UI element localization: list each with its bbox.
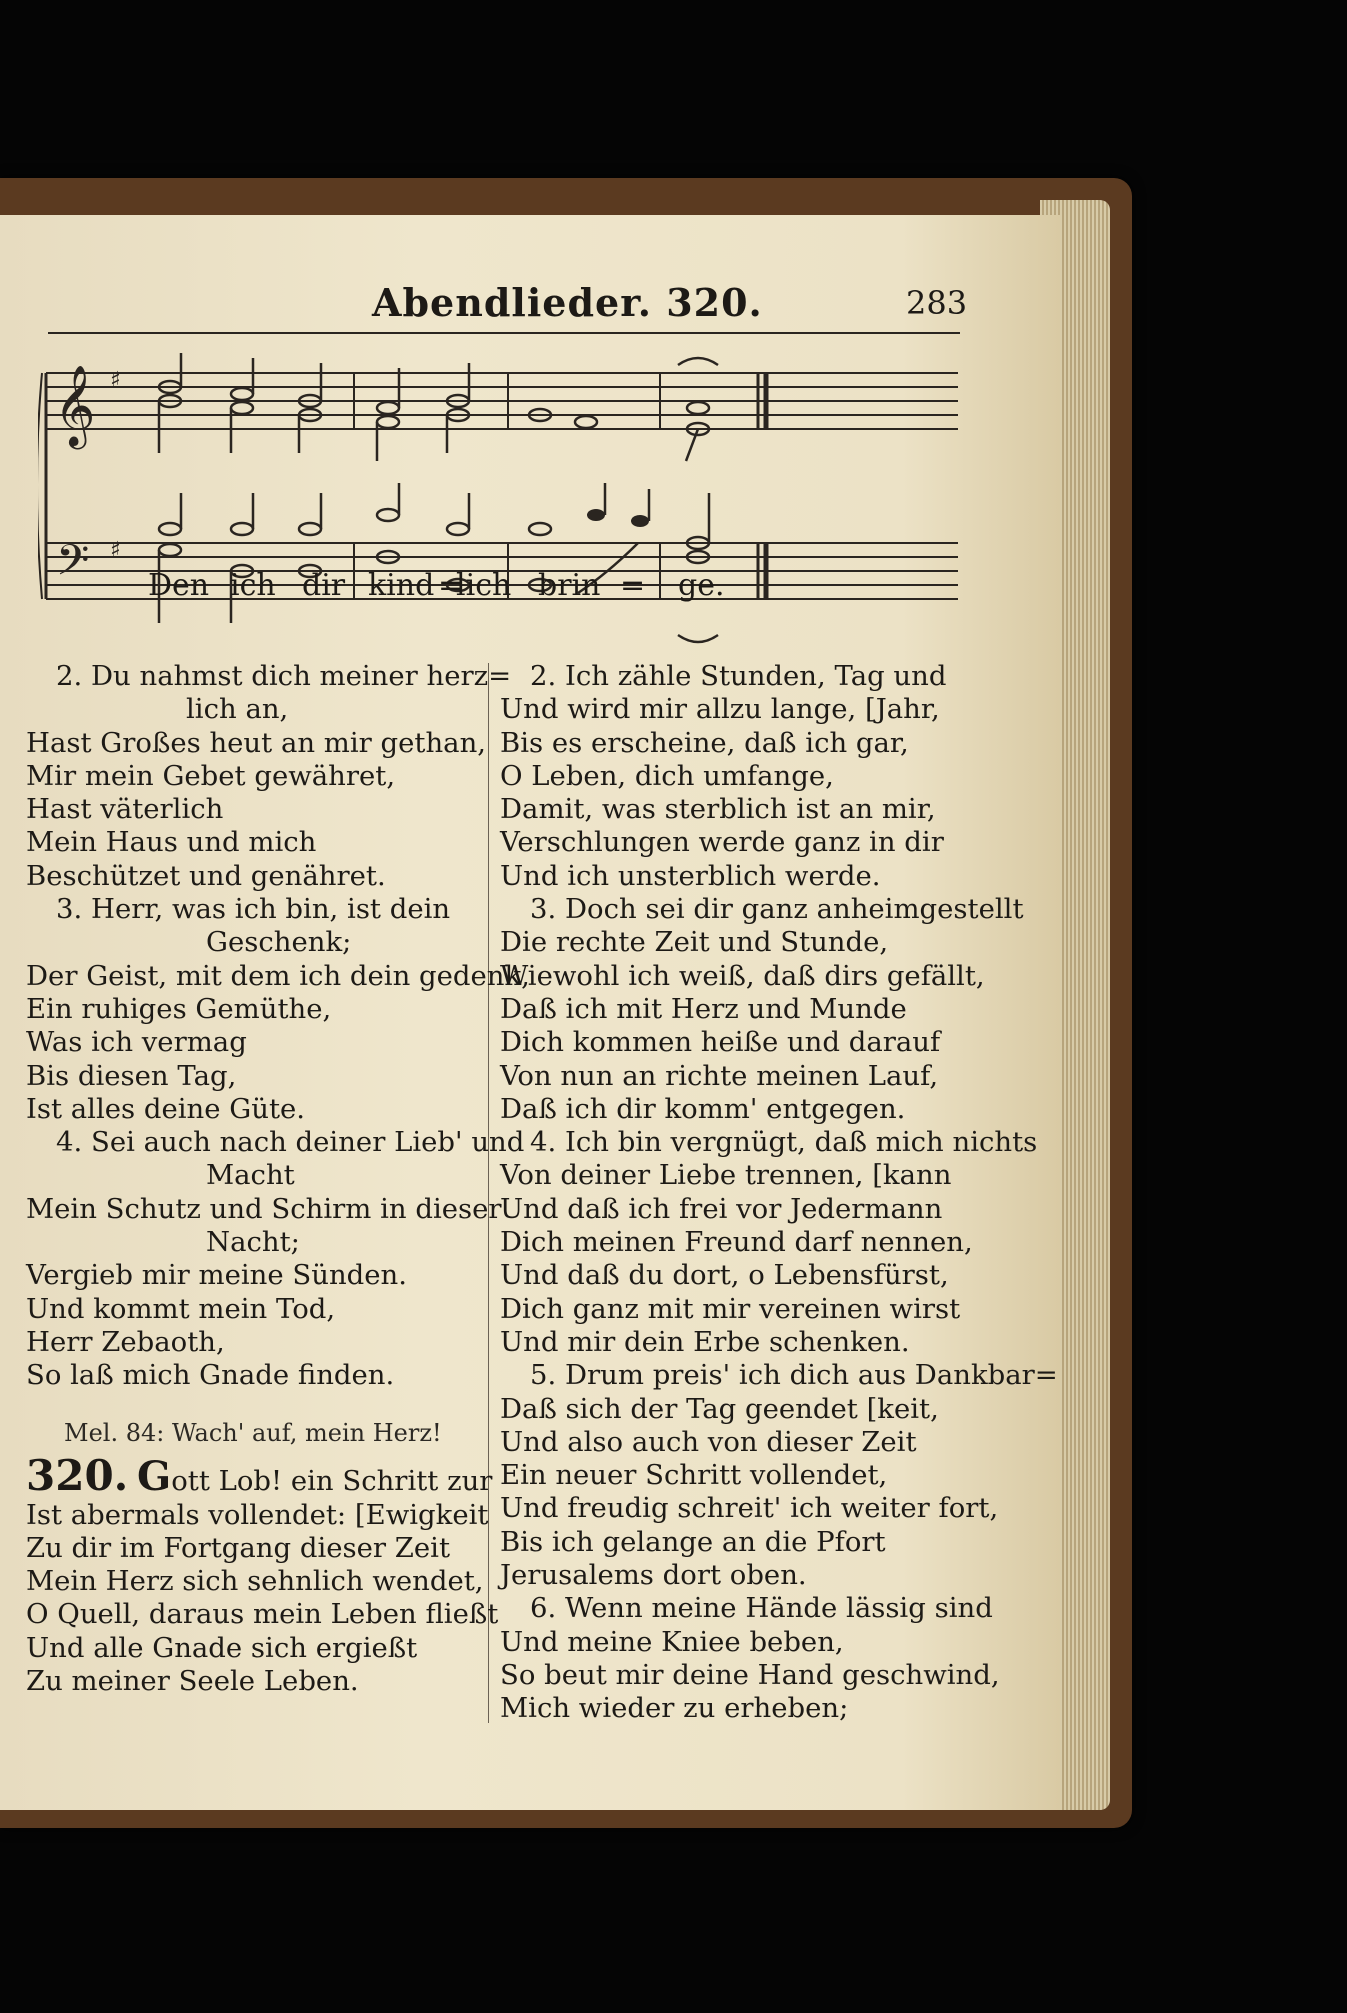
- verse-line: Und alle Gnade sich ergießt: [26, 1631, 418, 1664]
- verse-line: 6. Wenn meine Hände lässig sind: [530, 1592, 993, 1625]
- verse-line: ott Lob! ein Schritt zur: [171, 1464, 493, 1497]
- page-number: 283: [906, 284, 968, 322]
- verse-line: Mich wieder zu erheben;: [500, 1692, 849, 1725]
- verse-line: Geschenk;: [206, 926, 352, 959]
- lyric-syllable: Den: [148, 568, 210, 603]
- verse-line: 3. Herr, was ich bin, ist dein: [56, 893, 451, 926]
- verse-line: Hast väterlich: [26, 793, 224, 826]
- verse-line: Und mir dein Erbe schenken.: [500, 1325, 910, 1358]
- verse-line: Von nun an richte meinen Lauf,: [500, 1059, 939, 1092]
- verse-line: Bis ich gelange an die Pfort: [500, 1525, 886, 1558]
- verse-line: Daß ich dir komm' entgegen.: [500, 1092, 906, 1125]
- verse-line: Ein ruhiges Gemüthe,: [26, 992, 332, 1025]
- svg-text:𝄢: 𝄢: [56, 536, 90, 596]
- melody-reference: Mel. 84: Wach' auf, mein Herz!: [64, 1418, 442, 1447]
- verse-line: Vergieb mir meine Sünden.: [26, 1259, 407, 1292]
- lyric-syllable: brin: [538, 568, 601, 603]
- lyric-syllable: kind: [368, 568, 435, 603]
- verse-line: Von deiner Liebe trennen, [kann: [500, 1159, 952, 1192]
- verse-line: Daß sich der Tag geendet [keit,: [500, 1392, 939, 1425]
- verse-line: Ist alles deine Güte.: [26, 1092, 306, 1125]
- svg-text:♯: ♯: [110, 368, 121, 393]
- verse-line: Was ich vermag: [26, 1026, 247, 1059]
- verse-line: Und daß du dort, o Lebensfürst,: [500, 1259, 949, 1292]
- verse-line: Und wird mir allzu lange, [Jahr,: [500, 693, 940, 726]
- verse-line: Und kommt mein Tod,: [26, 1292, 336, 1325]
- verse-line: Und daß ich frei vor Jedermann: [500, 1192, 943, 1225]
- verse-line: Dich meinen Freund darf nennen,: [500, 1226, 973, 1259]
- verse-line: Der Geist, mit dem ich dein gedenk,: [26, 959, 530, 992]
- verse-line: Und freudig schreit' ich weiter fort,: [500, 1492, 999, 1525]
- verse-line: Mein Haus und mich: [26, 826, 317, 859]
- left-column: [26, 660, 530, 1698]
- verse-line: Und also auch von dieser Zeit: [500, 1425, 917, 1458]
- verse-line: Die rechte Zeit und Stunde,: [500, 926, 889, 959]
- running-title: Abendlieder. 320.: [372, 280, 763, 325]
- drop-capital: G: [137, 1452, 172, 1500]
- svg-text:𝄞: 𝄞: [54, 364, 96, 446]
- verse-line: Bis es erscheine, daß ich gar,: [500, 726, 909, 759]
- music-notation: [38, 343, 962, 673]
- verse-line: Ein neuer Schritt vollendet,: [500, 1459, 888, 1492]
- verse-line: Ist abermals vollendet: [Ewigkeit: [26, 1498, 489, 1531]
- verse-line: Herr Zebaoth,: [26, 1325, 225, 1358]
- verse-line: So laß mich Gnade finden.: [26, 1359, 395, 1392]
- verse-line: Dich kommen heiße und darauf: [500, 1026, 941, 1059]
- verse-line: 3. Doch sei dir ganz anheimgestellt: [530, 893, 1024, 926]
- verse-line: Bis diesen Tag,: [26, 1059, 237, 1092]
- verse-line: Beschützet und genähret.: [26, 859, 386, 892]
- verse-line: Zu dir im Fortgang dieser Zeit: [26, 1531, 451, 1564]
- lyric-syllable: =: [620, 568, 646, 603]
- verse-line: Mein Schutz und Schirm in dieser: [26, 1192, 502, 1225]
- right-column: [500, 660, 1058, 1726]
- verse-line: Nacht;: [206, 1226, 300, 1259]
- verse-line: 2. Ich zähle Stunden, Tag und: [530, 660, 947, 692]
- music-score: [38, 343, 962, 673]
- verse-line: Und ich unsterblich werde.: [500, 859, 881, 892]
- verse-line: 4. Ich bin vergnügt, daß mich nichts: [530, 1126, 1038, 1159]
- verse-line: Daß ich mit Herz und Munde: [500, 992, 907, 1025]
- lyric-syllable: ich: [230, 568, 276, 603]
- verse-line: Dich ganz mit mir vereinen wirst: [500, 1292, 961, 1325]
- hymn-number: 320.: [26, 1450, 129, 1500]
- verse-line: Damit, was sterblich ist an mir,: [500, 793, 936, 826]
- book-page: [0, 215, 1060, 1810]
- verse-line: 5. Drum preis' ich dich aus Dankbar=: [530, 1359, 1058, 1392]
- svg-text:♯: ♯: [110, 538, 121, 563]
- verse-line: Jerusalems dort oben.: [500, 1559, 807, 1592]
- verse-line: Hast Großes heut an mir gethan,: [26, 726, 487, 759]
- verse-line: 2. Du nahmst dich meiner herz=: [56, 660, 512, 692]
- lyric-syllable: lich: [456, 568, 512, 603]
- verse-line: Wiewohl ich weiß, daß dirs gefällt,: [500, 959, 985, 992]
- header-rule: [48, 332, 960, 334]
- page-header: [0, 280, 1000, 330]
- verse-line: Macht: [206, 1159, 295, 1192]
- verse-line: Zu meiner Seele Leben.: [26, 1665, 359, 1698]
- verse-line: Und meine Kniee beben,: [500, 1625, 844, 1658]
- verse-line: So beut mir deine Hand geschwind,: [500, 1658, 1000, 1691]
- lyric-syllable: =: [438, 568, 464, 603]
- hymn-start-line: [26, 1450, 496, 1500]
- verse-line: 4. Sei auch nach deiner Lieb' und: [56, 1126, 525, 1159]
- verse-line: Mein Herz sich sehnlich wendet,: [26, 1565, 484, 1598]
- verse-line: lich an,: [186, 693, 289, 726]
- verse-line: Mir mein Gebet gewähret,: [26, 759, 396, 792]
- verse-line: O Quell, daraus mein Leben fließt: [26, 1598, 499, 1631]
- lyric-syllable: ge.: [678, 568, 725, 603]
- lyric-syllable: dir: [302, 568, 346, 603]
- verse-line: Verschlungen werde ganz in dir: [500, 826, 944, 859]
- verse-line: O Leben, dich umfange,: [500, 759, 834, 792]
